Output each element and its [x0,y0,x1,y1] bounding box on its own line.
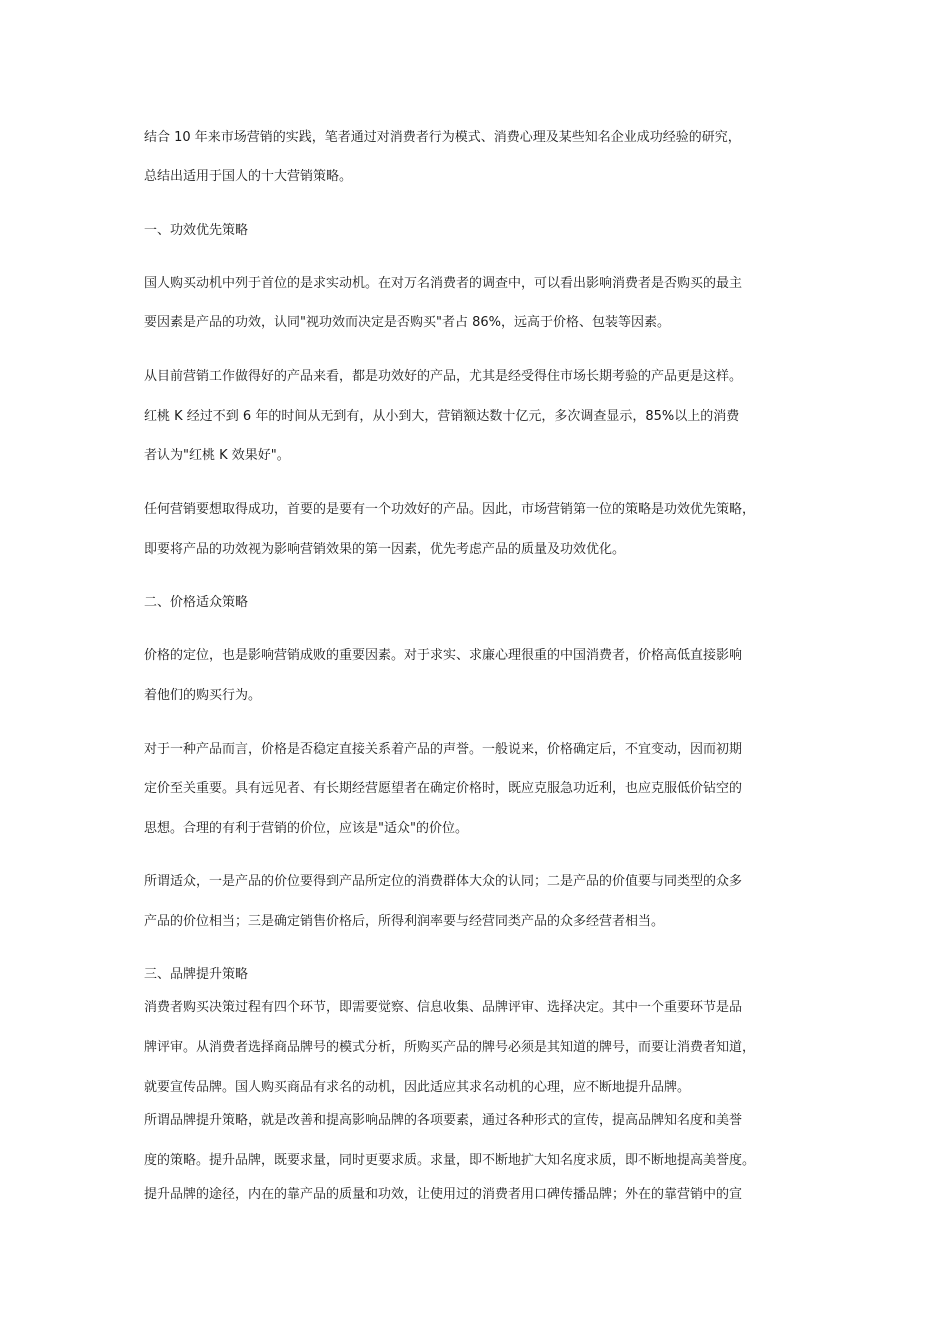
section-heading: 一、功效优先策略 [144,223,249,238]
paragraph-line: 所谓品牌提升策略，就是改善和提高影响品牌的各项要素，通过各种形式的宣传，提高品牌知名度和美誉 [144,1113,743,1128]
paragraph-line: 思想。合理的有利于营销的价位，应该是"适众"的价位。 [144,821,468,836]
paragraph-line: 产品的价位相当；三是确定销售价格后，所得利润率要与经营同类产品的众多经营者相当。 [144,914,665,929]
paragraph-line: 牌评审。从消费者选择商品牌号的模式分析，所购买产品的牌号必须是其知道的牌号，而要让消费者知道， [144,1040,756,1055]
paragraph-line: 总结出适用于国人的十大营销策略。 [144,169,353,184]
paragraph-line: 结合 10 年来市场营销的实践，笔者通过对消费者行为模式、消费心理及某些知名企业成功经验的研究， [144,130,741,145]
paragraph-line: 就要宣传品牌。国人购买商品有求名的动机，因此适应其求名动机的心理，应不断地提升品牌。 [144,1080,691,1095]
paragraph-line: 消费者购买决策过程有四个环节，即需要觉察、信息收集、品牌评审、选择决定。其中一个重要环节是品 [144,1000,743,1015]
section-heading: 二、价格适众策略 [144,595,249,610]
paragraph-line: 定价至关重要。具有远见者、有长期经营愿望者在确定价格时，既应克服急功近利，也应克服低价钻空的 [144,781,743,796]
paragraph-line: 即要将产品的功效视为影响营销效果的第一因素，优先考虑产品的质量及功效优化。 [144,542,626,557]
paragraph-line: 度的策略。提升品牌，既要求量，同时更要求质。求量，即不断地扩大知名度求质，即不断地提高美誉度。 [144,1153,756,1168]
paragraph-line: 任何营销要想取得成功，首要的是要有一个功效好的产品。因此，市场营销第一位的策略是功效优先策略， [144,502,756,517]
section-heading: 三、品牌提升策略 [144,967,249,982]
paragraph-line: 着他们的购买行为。 [144,688,262,703]
paragraph-line: 从目前营销工作做得好的产品来看，都是功效好的产品，尤其是经受得住市场长期考验的产品更是这样。 [144,369,743,384]
paragraph-line: 红桃 K 经过不到 6 年的时间从无到有，从小到大，营销额达数十亿元，多次调查显示，85%以上的消费 [144,409,740,424]
paragraph-line: 者认为"红桃 K 效果好"。 [144,448,290,463]
paragraph-line: 价格的定位，也是影响营销成败的重要因素。对于求实、求廉心理很重的中国消费者，价格高低直接影响 [144,648,743,663]
paragraph-line: 国人购买动机中列于首位的是求实动机。在对万名消费者的调查中，可以看出影响消费者是否购买的最主 [144,276,743,291]
paragraph-line: 对于一种产品而言，价格是否稳定直接关系着产品的声誉。一般说来，价格确定后，不宜变动，因而初期 [144,742,743,757]
paragraph-line: 要因素是产品的功效，认同"视功效而决定是否购买"者占 86%，远高于价格、包装等因素。 [144,315,670,330]
paragraph-line: 提升品牌的途径，内在的靠产品的质量和功效，让使用过的消费者用口碑传播品牌；外在的靠营销中的宣 [144,1187,743,1202]
paragraph-line: 所谓适众，一是产品的价位要得到产品所定位的消费群体大众的认同；二是产品的价值要与同类型的众多 [144,874,743,889]
